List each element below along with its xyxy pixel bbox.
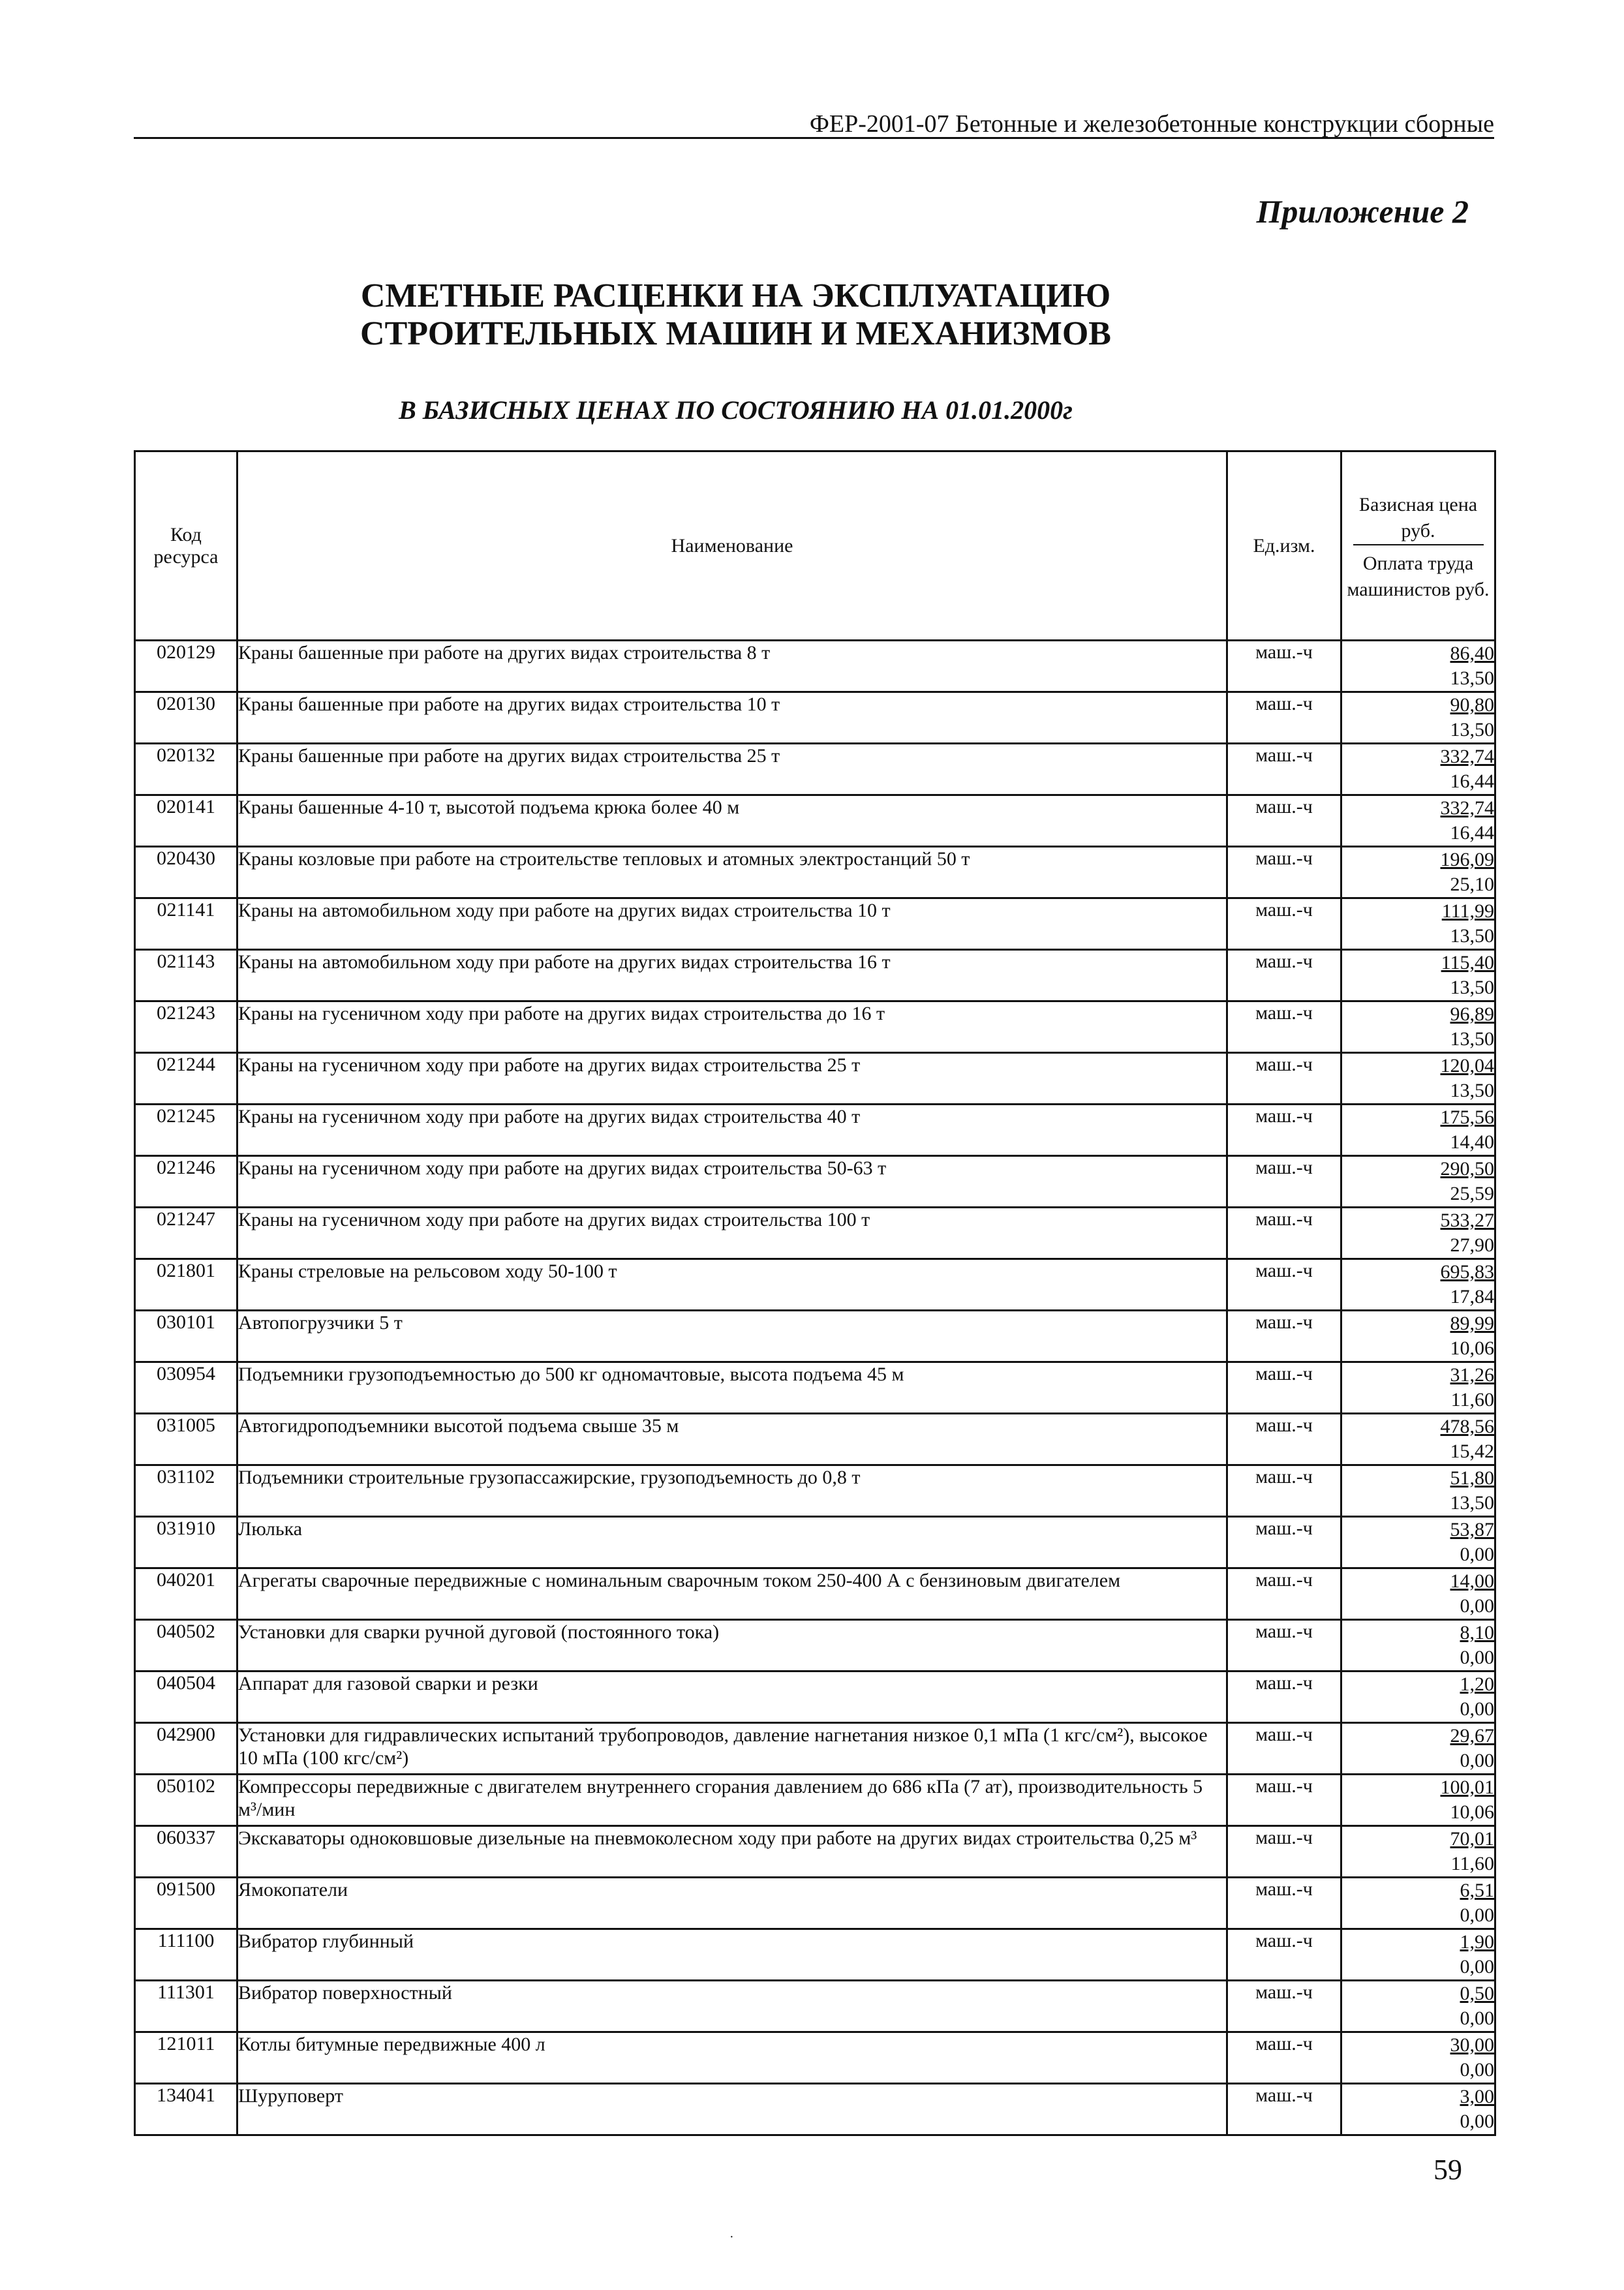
operator-wage-value: 25,10 [1450, 874, 1494, 895]
price-cell [1341, 2032, 1495, 2084]
resource-name-cell: Краны башенные 4-10 т, высотой подъема крюка более 40 м [237, 795, 1227, 847]
resource-code-cell: 020132 [135, 744, 237, 795]
price-cell [1341, 1672, 1495, 1723]
operator-wage-value: 13,50 [1450, 925, 1494, 947]
resource-code-cell: 021143 [135, 950, 237, 1001]
price-cell [1341, 692, 1495, 744]
running-header-text: ФЕР-2001-07 Бетонные и железобетонные конструкции сборные [809, 110, 1494, 138]
table-row [135, 898, 1495, 950]
price-cell [1341, 847, 1495, 898]
price-cell [1341, 1001, 1495, 1053]
resource-code-cell: 031005 [135, 1414, 237, 1465]
unit-cell: маш.-ч [1227, 1053, 1341, 1105]
base-price-value: 695,83 [1440, 1261, 1494, 1283]
table-row [135, 847, 1495, 898]
price-cell [1341, 641, 1495, 692]
resource-code-cell: 121011 [135, 2032, 237, 2084]
resource-name-cell: Экскаваторы одноковшовые дизельные на пневмоколесном ходу при работе на других видах строительства 0,25 м³ [237, 1826, 1227, 1878]
resource-name-cell: Краны на гусеничном ходу при работе на других видах строительства 40 т [237, 1105, 1227, 1156]
resource-code-cell: 020141 [135, 795, 237, 847]
resource-name-cell: Вибратор поверхностный [237, 1981, 1227, 2032]
unit-cell: маш.-ч [1227, 2032, 1341, 2084]
resource-name-cell: Агрегаты сварочные передвижные с номинальным сварочным током 250-400 А с бензиновым двигателем [237, 1568, 1227, 1620]
table-row [135, 1001, 1495, 1053]
unit-cell: маш.-ч [1227, 1620, 1341, 1672]
price-cell [1341, 2084, 1495, 2135]
price-cell [1341, 744, 1495, 795]
header-price-bottom: Оплата труда машинистов руб. [1347, 552, 1490, 600]
table-row [135, 1826, 1495, 1878]
unit-cell: маш.-ч [1227, 1878, 1341, 1929]
unit-cell: маш.-ч [1227, 1672, 1341, 1723]
resource-code-cell: 030954 [135, 1362, 237, 1414]
resource-name-cell: Краны козловые при работе на строительстве тепловых и атомных электростанций 50 т [237, 847, 1227, 898]
price-cell [1341, 1465, 1495, 1517]
unit-cell: маш.-ч [1227, 1259, 1341, 1311]
header-price [1341, 451, 1495, 641]
page-number: 59 [1433, 2154, 1462, 2186]
table-row [135, 1568, 1495, 1620]
page-title-line-1: СМЕТНЫЕ РАСЦЕНКИ НА ЭКСПЛУАТАЦИЮ [360, 277, 1111, 314]
base-price-value: 29,67 [1450, 1725, 1494, 1747]
base-price-value: 53,87 [1450, 1519, 1494, 1540]
table-row [135, 1208, 1495, 1259]
operator-wage-value: 0,00 [1460, 1750, 1494, 1771]
header-code-text: Код ресурса [153, 523, 219, 568]
unit-cell: маш.-ч [1227, 1208, 1341, 1259]
resource-code-cell: 021246 [135, 1156, 237, 1208]
table-row [135, 1620, 1495, 1672]
base-price-value: 96,89 [1450, 1003, 1494, 1025]
unit-cell: маш.-ч [1227, 1775, 1341, 1826]
table-body [135, 641, 1495, 2135]
resource-name-cell: Краны на автомобильном ходу при работе на других видах строительства 16 т [237, 950, 1227, 1001]
table-row [135, 641, 1495, 692]
price-cell [1341, 1620, 1495, 1672]
resource-name-cell: Краны башенные при работе на других видах строительства 10 т [237, 692, 1227, 744]
unit-cell: маш.-ч [1227, 847, 1341, 898]
price-cell [1341, 1929, 1495, 1981]
resource-code-cell: 111301 [135, 1981, 237, 2032]
unit-cell: маш.-ч [1227, 744, 1341, 795]
resource-name-cell: Краны башенные при работе на других видах строительства 8 т [237, 641, 1227, 692]
price-cell [1341, 898, 1495, 950]
resource-name-cell: Краны стреловые на рельсовом ходу 50-100 т [237, 1259, 1227, 1311]
resource-code-cell: 091500 [135, 1878, 237, 1929]
operator-wage-value: 0,00 [1460, 1544, 1494, 1565]
unit-cell: маш.-ч [1227, 1414, 1341, 1465]
base-price-value: 8,10 [1460, 1622, 1494, 1643]
operator-wage-value: 14,40 [1450, 1131, 1494, 1153]
scan-speck: · [729, 2230, 734, 2244]
base-price-value: 31,26 [1450, 1364, 1494, 1386]
table-row [135, 950, 1495, 1001]
resource-code-cell: 021141 [135, 898, 237, 950]
unit-cell: маш.-ч [1227, 1517, 1341, 1568]
base-price-value: 332,74 [1440, 797, 1494, 819]
price-cell [1341, 1208, 1495, 1259]
price-cell [1341, 950, 1495, 1001]
price-cell [1341, 1105, 1495, 1156]
unit-cell: маш.-ч [1227, 898, 1341, 950]
price-cell [1341, 1775, 1495, 1826]
price-cell [1341, 1826, 1495, 1878]
base-price-value: 1,20 [1460, 1673, 1494, 1695]
header-price-top: Базисная цена руб. [1358, 493, 1478, 542]
resource-name-cell: Вибратор глубинный [237, 1929, 1227, 1981]
operator-wage-value: 0,00 [1460, 1698, 1494, 1720]
table-row [135, 2032, 1495, 2084]
resource-name-cell: Краны на гусеничном ходу при работе на других видах строительства до 16 т [237, 1001, 1227, 1053]
operator-wage-value: 10,06 [1450, 1801, 1494, 1823]
price-cell [1341, 1414, 1495, 1465]
header-unit [1227, 451, 1341, 641]
resource-code-cell: 021245 [135, 1105, 237, 1156]
unit-cell: маш.-ч [1227, 1826, 1341, 1878]
unit-cell: маш.-ч [1227, 795, 1341, 847]
table-row [135, 795, 1495, 847]
operator-wage-value: 0,00 [1460, 1647, 1494, 1668]
resource-code-cell: 040201 [135, 1568, 237, 1620]
resource-name-cell: Котлы битумные передвижные 400 л [237, 2032, 1227, 2084]
operator-wage-value: 13,50 [1450, 1080, 1494, 1101]
table-row [135, 1259, 1495, 1311]
table-row [135, 1517, 1495, 1568]
resource-code-cell: 031910 [135, 1517, 237, 1568]
operator-wage-value: 0,00 [1460, 1956, 1494, 1977]
table-row [135, 1723, 1495, 1775]
unit-cell: маш.-ч [1227, 1723, 1341, 1775]
table-row [135, 1878, 1495, 1929]
table-row [135, 1981, 1495, 2032]
operator-wage-value: 0,00 [1460, 1904, 1494, 1926]
base-price-value: 86,40 [1450, 643, 1494, 664]
table-row [135, 1672, 1495, 1723]
price-cell [1341, 1053, 1495, 1105]
operator-wage-value: 13,50 [1450, 977, 1494, 998]
base-price-value: 175,56 [1440, 1107, 1494, 1128]
table-row [135, 1362, 1495, 1414]
table-row [135, 1053, 1495, 1105]
unit-cell: маш.-ч [1227, 1311, 1341, 1362]
price-cell [1341, 1878, 1495, 1929]
resource-code-cell: 134041 [135, 2084, 237, 2135]
table-row [135, 2084, 1495, 2135]
unit-cell: маш.-ч [1227, 1362, 1341, 1414]
header-name [237, 451, 1227, 641]
operator-wage-value: 13,50 [1450, 667, 1494, 689]
page-title-line-2: СТРОИТЕЛЬНЫХ МАШИН И МЕХАНИЗМОВ [360, 315, 1111, 352]
resource-name-cell: Краны башенные при работе на других видах строительства 25 т [237, 744, 1227, 795]
operator-wage-value: 0,00 [1460, 2111, 1494, 2132]
unit-cell: маш.-ч [1227, 1001, 1341, 1053]
base-price-value: 89,99 [1450, 1313, 1494, 1334]
appendix-label: Приложение 2 [1256, 193, 1469, 230]
operator-wage-value: 13,50 [1450, 719, 1494, 740]
resource-name-cell: Подъемники строительные грузопассажирские, грузоподъемность до 0,8 т [237, 1465, 1227, 1517]
operator-wage-value: 17,84 [1450, 1286, 1494, 1307]
resource-code-cell: 020130 [135, 692, 237, 744]
resource-name-cell: Аппарат для газовой сварки и резки [237, 1672, 1227, 1723]
unit-cell: маш.-ч [1227, 1105, 1341, 1156]
price-cell [1341, 1568, 1495, 1620]
base-price-value: 100,01 [1440, 1777, 1494, 1798]
resource-code-cell: 020129 [135, 641, 237, 692]
resource-name-cell: Краны на автомобильном ходу при работе на других видах строительства 10 т [237, 898, 1227, 950]
base-price-value: 30,00 [1450, 2034, 1494, 2056]
resource-name-cell: Автопогрузчики 5 т [237, 1311, 1227, 1362]
operator-wage-value: 13,50 [1450, 1028, 1494, 1050]
base-price-value: 51,80 [1450, 1467, 1494, 1489]
resource-code-cell: 060337 [135, 1826, 237, 1878]
header-name-text: Наименование [671, 534, 793, 557]
table-row [135, 1929, 1495, 1981]
price-cell [1341, 1362, 1495, 1414]
unit-cell: маш.-ч [1227, 1981, 1341, 2032]
resource-code-cell: 021247 [135, 1208, 237, 1259]
price-cell [1341, 1981, 1495, 2032]
table-row [135, 1465, 1495, 1517]
resource-code-cell: 020430 [135, 847, 237, 898]
base-price-value: 111,99 [1441, 900, 1494, 922]
resource-code-cell: 031102 [135, 1465, 237, 1517]
operator-wage-value: 11,60 [1450, 1389, 1494, 1411]
unit-cell: маш.-ч [1227, 1929, 1341, 1981]
unit-cell: маш.-ч [1227, 2084, 1341, 2135]
resource-code-cell: 050102 [135, 1775, 237, 1826]
resource-code-cell: 040504 [135, 1672, 237, 1723]
unit-cell: маш.-ч [1227, 1465, 1341, 1517]
price-cell [1341, 795, 1495, 847]
resource-name-cell: Шуруповерт [237, 2084, 1227, 2135]
base-price-value: 120,04 [1440, 1055, 1494, 1076]
header-unit-text: Ед.изм. [1253, 534, 1315, 557]
table-header-row [135, 451, 1495, 641]
base-price-value: 6,51 [1460, 1880, 1494, 1901]
page-subtitle: В БАЗИСНЫХ ЦЕНАХ ПО СОСТОЯНИЮ НА 01.01.2000г [399, 395, 1073, 425]
resource-code-cell: 021244 [135, 1053, 237, 1105]
operator-wage-value: 15,42 [1450, 1441, 1494, 1462]
resource-name-cell: Ямокопатели [237, 1878, 1227, 1929]
resource-name-cell: Люлька [237, 1517, 1227, 1568]
resource-name-cell: Компрессоры передвижные с двигателем внутреннего сгорания давлением до 686 кПа (7 ат), производительность 5 м³/мин [237, 1775, 1227, 1826]
price-cell [1341, 1259, 1495, 1311]
price-cell [1341, 1517, 1495, 1568]
resource-code-cell: 021801 [135, 1259, 237, 1311]
running-header [134, 111, 1494, 139]
resource-name-cell: Краны на гусеничном ходу при работе на других видах строительства 25 т [237, 1053, 1227, 1105]
base-price-value: 332,74 [1440, 746, 1494, 767]
table-row [135, 1311, 1495, 1362]
resource-name-cell: Автогидроподъемники высотой подъема свыше 35 м [237, 1414, 1227, 1465]
price-cell [1341, 1723, 1495, 1775]
operator-wage-value: 16,44 [1450, 822, 1494, 844]
unit-cell: маш.-ч [1227, 1568, 1341, 1620]
resource-code-cell: 042900 [135, 1723, 237, 1775]
resource-name-cell: Подъемники грузоподъемностью до 500 кг одномачтовые, высота подъема 45 м [237, 1362, 1227, 1414]
resource-code-cell: 021243 [135, 1001, 237, 1053]
table-row [135, 692, 1495, 744]
table-row [135, 744, 1495, 795]
unit-cell: маш.-ч [1227, 641, 1341, 692]
price-cell [1341, 1156, 1495, 1208]
base-price-value: 196,09 [1440, 849, 1494, 870]
base-price-value: 90,80 [1450, 694, 1494, 716]
operator-wage-value: 16,44 [1450, 771, 1494, 792]
base-price-value: 70,01 [1450, 1828, 1494, 1850]
resource-name-cell: Установки для сварки ручной дуговой (постоянного тока) [237, 1620, 1227, 1672]
resource-code-cell: 040502 [135, 1620, 237, 1672]
operator-wage-value: 27,90 [1450, 1234, 1494, 1256]
base-price-value: 290,50 [1440, 1158, 1494, 1180]
table-row [135, 1414, 1495, 1465]
resource-code-cell: 111100 [135, 1929, 237, 1981]
base-price-value: 0,50 [1460, 1983, 1494, 2004]
base-price-value: 14,00 [1450, 1570, 1494, 1592]
operator-wage-value: 0,00 [1460, 1595, 1494, 1617]
base-price-value: 1,90 [1460, 1931, 1494, 1953]
resource-name-cell: Краны на гусеничном ходу при работе на других видах строительства 50-63 т [237, 1156, 1227, 1208]
operator-wage-value: 11,60 [1450, 1853, 1494, 1874]
operator-wage-value: 0,00 [1460, 2008, 1494, 2029]
base-price-value: 115,40 [1441, 952, 1494, 973]
header-code [135, 451, 237, 641]
resource-name-cell: Краны на гусеничном ходу при работе на других видах строительства 100 т [237, 1208, 1227, 1259]
operator-wage-value: 10,06 [1450, 1337, 1494, 1359]
resource-code-cell: 030101 [135, 1311, 237, 1362]
operator-wage-value: 0,00 [1460, 2059, 1494, 2081]
base-price-value: 478,56 [1440, 1416, 1494, 1437]
table-row [135, 1775, 1495, 1826]
operator-wage-value: 25,59 [1450, 1183, 1494, 1204]
price-cell [1341, 1311, 1495, 1362]
table-row [135, 1156, 1495, 1208]
base-price-value: 3,00 [1460, 2086, 1494, 2107]
table-row [135, 1105, 1495, 1156]
page-title [134, 277, 1494, 353]
unit-cell: маш.-ч [1227, 950, 1341, 1001]
base-price-value: 533,27 [1440, 1210, 1494, 1231]
resource-name-cell: Установки для гидравлических испытаний трубопроводов, давление нагнетания низкое 0,1 мПа (1 кгс/см²), высокое 10 мПа (100 кгс/см²) [237, 1723, 1227, 1775]
unit-cell: маш.-ч [1227, 692, 1341, 744]
operator-wage-value: 13,50 [1450, 1492, 1494, 1514]
price-table [134, 450, 1496, 2136]
unit-cell: маш.-ч [1227, 1156, 1341, 1208]
